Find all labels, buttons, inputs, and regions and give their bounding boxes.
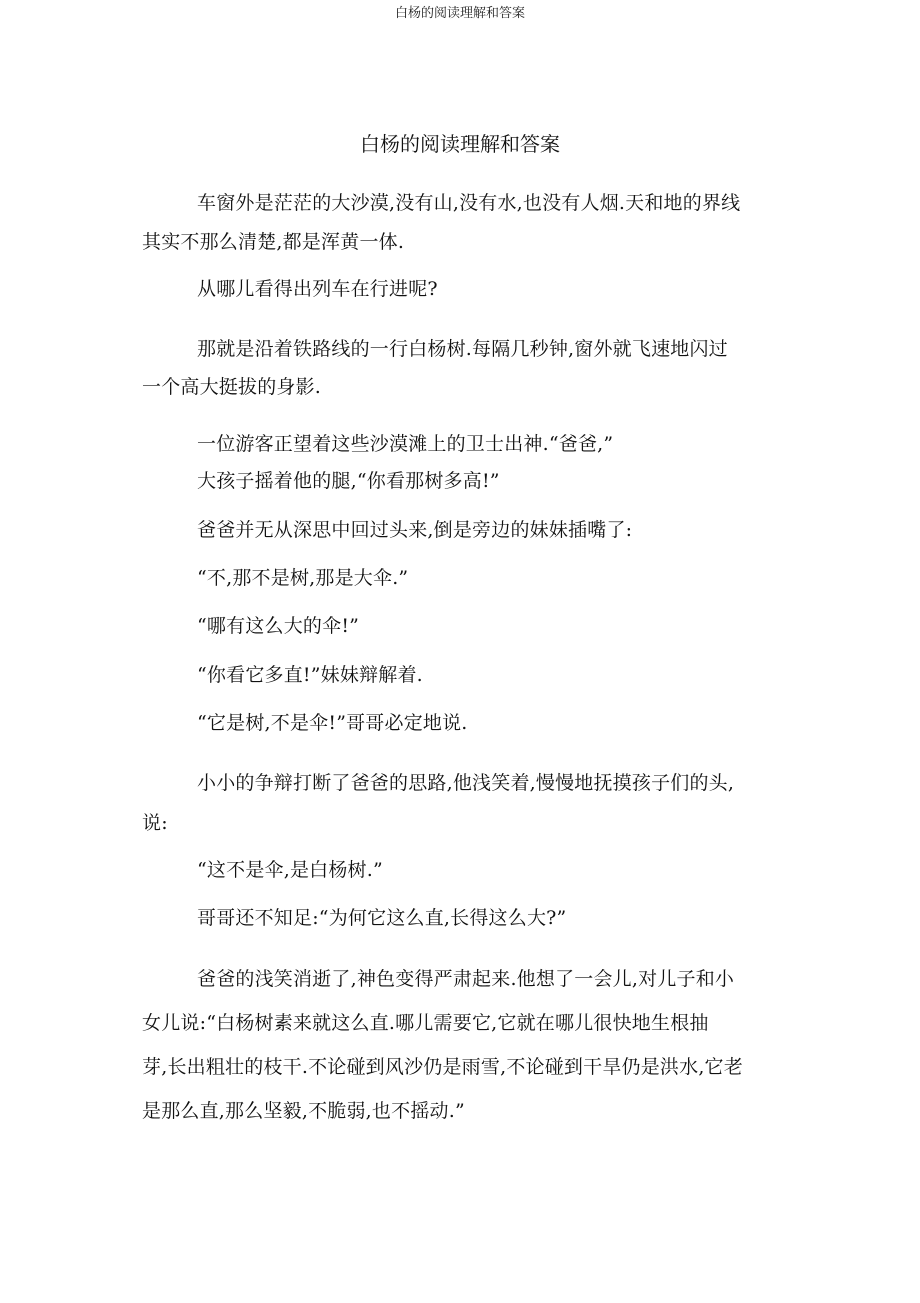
paragraph-line: 哥哥还不知足:“为何它这么直,长得这么大?” (197, 907, 567, 929)
paragraph-line: “不,那不是树,那是大伞.” (197, 567, 409, 589)
paragraph-line: 一位游客正望着这些沙漠滩上的卫士出神.“爸爸,” (197, 433, 614, 455)
paragraph-line: “你看它多直!”妹妹辩解着. (197, 664, 423, 686)
paragraph-line: 车窗外是茫茫的大沙漠,没有山,没有水,也没有人烟.天和地的界线 (197, 192, 741, 214)
paragraph-line: 其实不那么清楚,都是浑黄一体. (142, 231, 405, 253)
paragraph-line: 芽,长出粗壮的枝干.不论碰到风沙仍是雨雪,不论碰到干旱仍是洪水,它老 (142, 1056, 743, 1078)
paragraph-line: 说: (142, 812, 168, 834)
paragraph-line: “这不是伞,是白杨树.” (197, 859, 383, 881)
paragraph-line: 大孩子摇着他的腿,“你看那树多高!” (197, 470, 500, 492)
paragraph-line: 是那么直,那么坚毅,不脆弱,也不摇动.” (142, 1100, 465, 1122)
paragraph-line: “它是树,不是伞!”哥哥必定地说. (197, 712, 468, 734)
paragraph-line: “哪有这么大的伞!” (197, 615, 360, 637)
document-title: 白杨的阅读理解和答案 (360, 132, 560, 156)
paragraph-line: 爸爸并无从深思中回过头来,倒是旁边的妹妹插嘴了: (197, 519, 633, 541)
paragraph-line: 小小的争辩打断了爸爸的思路,他浅笑着,慢慢地抚摸孩子们的头, (197, 772, 735, 794)
paragraph-line: 从哪儿看得出列车在行进呢? (197, 278, 438, 300)
page-header: 白杨的阅读理解和答案 (394, 6, 525, 21)
paragraph-line: 爸爸的浅笑消逝了,神色变得严肃起来.他想了一会儿,对儿子和小 (197, 968, 735, 990)
paragraph-line: 女儿说:“白杨树素来就这么直.哪儿需要它,它就在哪儿很快地生根抽 (142, 1012, 709, 1034)
paragraph-line: 一个高大挺拔的身影. (142, 376, 322, 398)
paragraph-line: 那就是沿着铁路线的一行白杨树.每隔几秒钟,窗外就飞速地闪过 (197, 338, 728, 360)
